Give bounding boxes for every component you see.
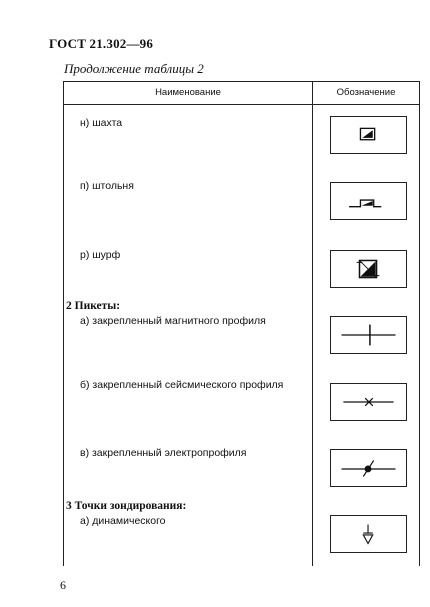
row-label-electro-picket: в) закрепленный электропрофиля [80,447,247,459]
magnetic-picket-icon [330,316,407,354]
page-number: 6 [60,578,66,592]
mine-symbol-icon [330,116,407,154]
seismic-picket-icon [330,383,407,421]
document-code: ГОСТ 21.302—96 [49,36,154,51]
row-label-adit: п) штольня [80,180,134,192]
section-title-sounding-points: 3 Точки зондирования: [66,500,187,512]
adit-symbol-icon [330,182,407,220]
column-header-name: Наименование [155,87,221,98]
row-label-dynamic-sounding: а) динамического [80,515,166,527]
row-label-mine: н) шахта [80,117,123,129]
electro-picket-icon [330,449,407,487]
table-continuation-title: Продолжение таблицы 2 [64,61,204,76]
section-title-pickets: 2 Пикеты: [66,300,121,312]
row-label-seismic-picket: б) закрепленный сейсмического профиля [80,379,284,391]
dynamic-sounding-icon [330,515,407,553]
row-label-magnetic-picket: а) закрепленный магнитного профиля [80,315,266,327]
pit-symbol-icon [330,250,407,288]
column-header-symbol: Обозначение [336,87,396,98]
row-label-pit: р) шурф [80,249,121,261]
